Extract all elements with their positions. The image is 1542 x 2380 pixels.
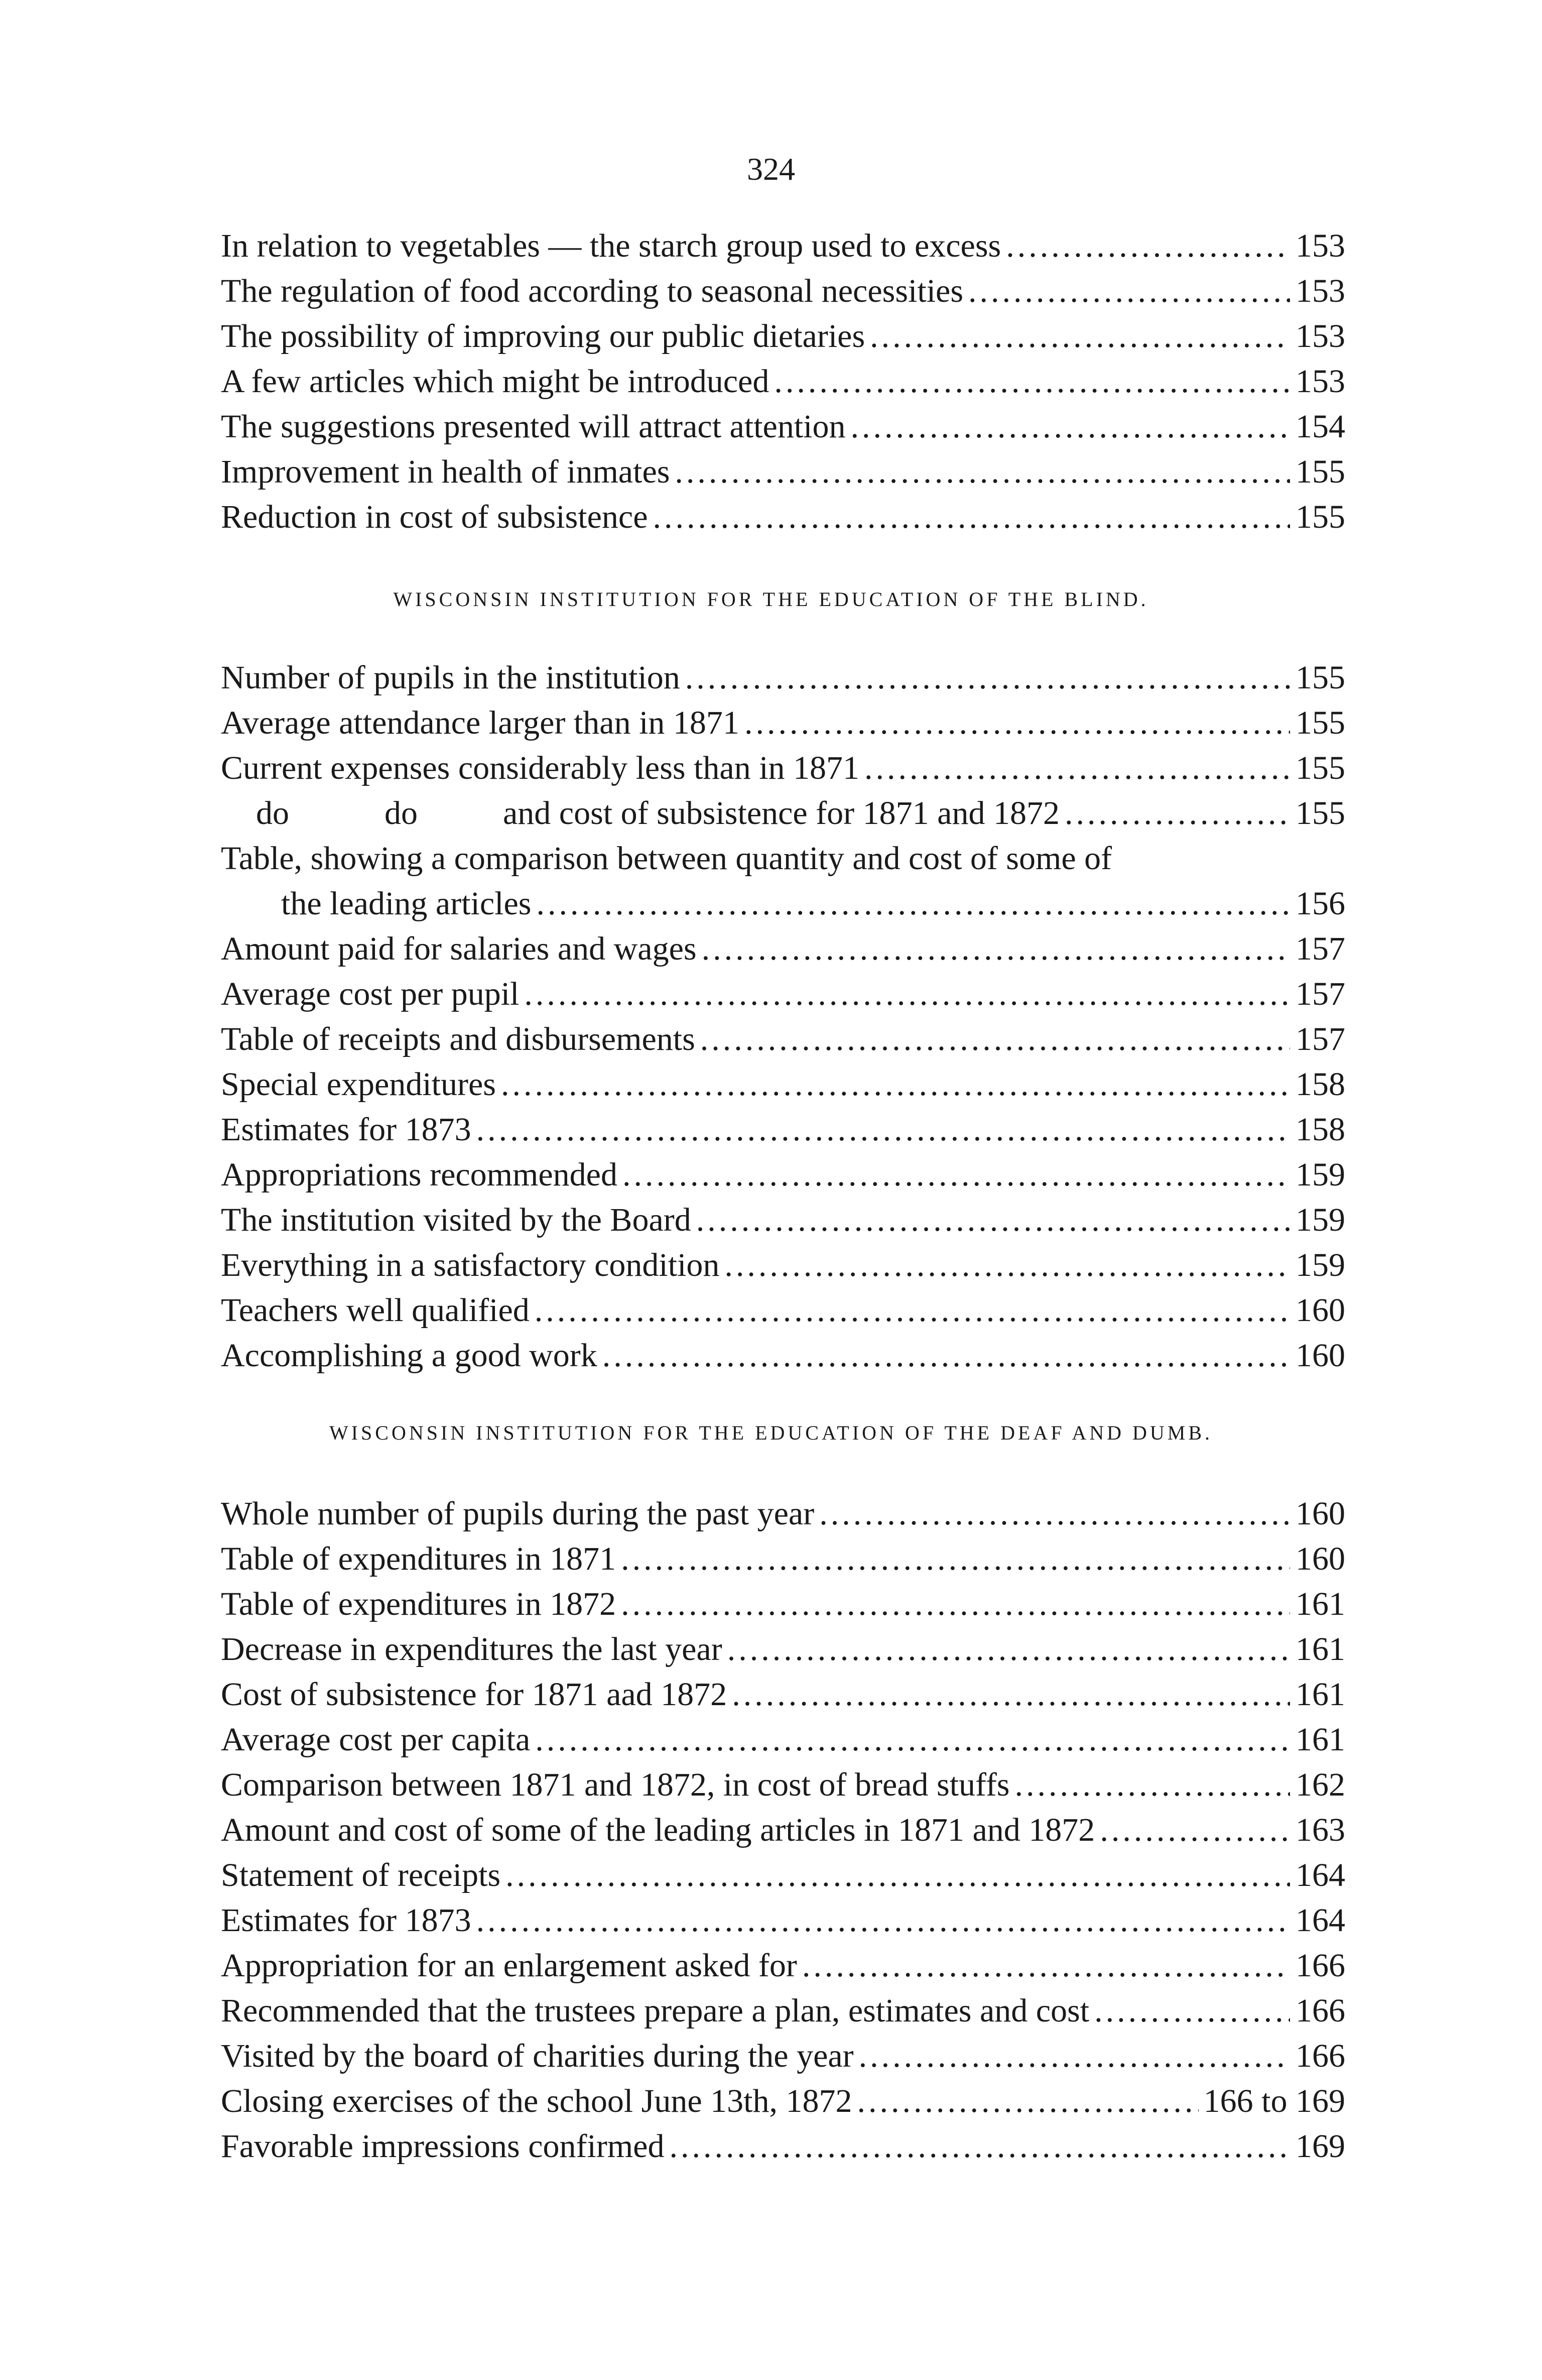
entry-page: 164 <box>1296 1857 1345 1893</box>
entry-text: Special expenditures <box>221 1066 496 1103</box>
toc-entry <box>221 359 1345 404</box>
entry-page: 153 <box>1296 318 1345 354</box>
entry-text: A few articles which might be introduced <box>221 363 769 400</box>
entry-text: Appropriations recommended <box>221 1156 617 1193</box>
toc-entry <box>221 1717 1345 1762</box>
toc-entry <box>221 746 1345 791</box>
entry-text: Cost of subsistence for 1871 aad 1872 <box>221 1676 727 1713</box>
entry-page: 166 to 169 <box>1203 2083 1345 2119</box>
entry-text: Estimates for 1873 <box>221 1902 471 1939</box>
entry-page: 156 <box>1296 885 1345 922</box>
toc-entry <box>221 1808 1345 1853</box>
entry-text: Whole number of pupils during the past year <box>221 1495 815 1532</box>
toc-entry-ditto <box>221 791 1345 836</box>
entry-page: 162 <box>1296 1766 1345 1803</box>
entry-page: 158 <box>1296 1111 1345 1148</box>
entry-text: Amount paid for salaries and wages <box>221 930 697 967</box>
toc-entry <box>221 495 1345 540</box>
entry-text: Improvement in health of inmates <box>221 453 670 490</box>
entry-page: 155 <box>1296 659 1345 696</box>
toc-entry <box>221 1491 1345 1536</box>
intro-entries <box>221 223 1345 540</box>
toc-entry <box>221 1152 1345 1198</box>
toc-entry <box>221 1943 1345 1988</box>
entry-page: 160 <box>1296 1337 1345 1374</box>
entry-page: 155 <box>1296 704 1345 741</box>
entry-page: 157 <box>1296 1021 1345 1057</box>
deaf-section-heading: WISCONSIN INSTITUTION FOR THE EDUCATION OF THE DEAF AND DUMB. <box>329 1421 1213 1444</box>
ditto-2: do <box>384 795 418 831</box>
toc-entry <box>221 1582 1345 1627</box>
toc-entry <box>221 1672 1345 1717</box>
entry-page: 153 <box>1296 227 1345 264</box>
entry-page: 159 <box>1296 1247 1345 1283</box>
toc-entry <box>221 269 1345 314</box>
entry-text: Current expenses considerably less than in 1871 <box>221 750 860 786</box>
entry-text: Favorable impressions confirmed <box>221 2128 665 2165</box>
toc-entry <box>221 1898 1345 1943</box>
toc-entry <box>221 1853 1345 1898</box>
entry-text: Estimates for 1873 <box>221 1111 471 1148</box>
toc-entry <box>221 1988 1345 2034</box>
entry-text: Everything in a satisfactory condition <box>221 1247 720 1283</box>
blind-section-heading: WISCONSIN INSTITUTION FOR THE EDUCATION OF THE BLIND. <box>393 588 1149 611</box>
entry-page: 161 <box>1296 1721 1345 1758</box>
entry-page: 155 <box>1296 750 1345 786</box>
entry-page: 169 <box>1296 2128 1345 2165</box>
toc-entry <box>221 1198 1345 1243</box>
entry-text: Closing exercises of the school June 13th, 1872 <box>221 2083 852 2119</box>
toc-entry <box>221 404 1345 449</box>
entry-page: 157 <box>1296 930 1345 967</box>
entry-page: 160 <box>1296 1495 1345 1532</box>
entry-text: The suggestions presented will attract attention <box>221 408 846 445</box>
entry-text: The institution visited by the Board <box>221 1202 691 1238</box>
entry-page: 159 <box>1296 1202 1345 1238</box>
entry-page: 166 <box>1296 1992 1345 2029</box>
blind-section-entries <box>221 655 1345 1378</box>
entry-page: 160 <box>1296 1540 1345 1577</box>
deaf-section-entries <box>221 1491 1345 2169</box>
ditto-1: do <box>256 795 289 831</box>
toc-entry <box>221 1243 1345 1288</box>
entry-text: The possibility of improving our public dietaries <box>221 318 865 354</box>
toc-entry <box>221 881 1345 926</box>
entry-page: 160 <box>1296 1292 1345 1329</box>
toc-entry <box>221 314 1345 359</box>
toc-entry <box>221 655 1345 700</box>
entry-text: Amount and cost of some of the leading articles in 1871 and 1872 <box>221 1812 1095 1848</box>
entry-page: 166 <box>1296 2038 1345 2074</box>
entry-page: 161 <box>1296 1631 1345 1668</box>
toc-entry <box>221 1627 1345 1672</box>
toc-entry <box>221 1333 1345 1378</box>
entry-text: Table of receipts and disbursements <box>221 1021 695 1057</box>
entry-page: 155 <box>1296 499 1345 535</box>
toc-entry <box>221 700 1345 746</box>
toc-entry <box>221 1062 1345 1107</box>
entry-page: 159 <box>1296 1156 1345 1193</box>
entry-text: and cost of subsistence for 1871 and 1872 <box>503 795 1060 831</box>
entry-text: In relation to vegetables — the starch group used to excess <box>221 227 1001 264</box>
entry-text: Recommended that the trustees prepare a plan, estimates and cost <box>221 1992 1090 2029</box>
entry-text: Table of expenditures in 1871 <box>221 1540 616 1577</box>
entry-page: 166 <box>1296 1947 1345 1984</box>
entry-text: Teachers well qualified <box>221 1292 530 1329</box>
toc-entry <box>221 1017 1345 1062</box>
entry-page: 161 <box>1296 1676 1345 1713</box>
entry-page: 161 <box>1296 1586 1345 1622</box>
entry-text: Reduction in cost of subsistence <box>221 499 648 535</box>
toc-entry <box>221 2034 1345 2079</box>
toc-entry <box>221 926 1345 972</box>
entry-text: Average attendance larger than in 1871 <box>221 704 739 741</box>
entry-text: Accomplishing a good work <box>221 1337 597 1374</box>
entry-page: 155 <box>1296 795 1345 831</box>
entry-text: Statement of receipts <box>221 1857 501 1893</box>
entry-text: Average cost per pupil <box>221 976 520 1012</box>
toc-entry <box>221 223 1345 269</box>
toc-entry <box>221 1762 1345 1808</box>
toc-entry <box>221 449 1345 495</box>
entry-page: 155 <box>1296 453 1345 490</box>
toc-entry <box>221 1536 1345 1582</box>
toc-entry <box>221 2124 1345 2169</box>
entry-page: 153 <box>1296 273 1345 309</box>
entry-page: 157 <box>1296 976 1345 1012</box>
entry-text: Number of pupils in the institution <box>221 659 680 696</box>
entry-page: 154 <box>1296 408 1345 445</box>
entry-text: Comparison between 1871 and 1872, in cost of bread stuffs <box>221 1766 1010 1803</box>
toc-entry <box>221 2079 1345 2124</box>
entry-text: Appropriation for an enlargement asked for <box>221 1947 797 1984</box>
entry-text-line2: the leading articles <box>281 885 532 922</box>
entry-text: Visited by the board of charities during the year <box>221 2038 854 2074</box>
entry-page: 153 <box>1296 363 1345 400</box>
page-number: 324 <box>747 151 795 187</box>
entry-text: Decrease in expenditures the last year <box>221 1631 722 1668</box>
entry-page: 164 <box>1296 1902 1345 1939</box>
entry-page: 163 <box>1296 1812 1345 1848</box>
toc-entry <box>221 1288 1345 1333</box>
entry-text-line1: Table, showing a comparison between quantity and cost of some of <box>221 840 1112 877</box>
toc-entry <box>221 972 1345 1017</box>
entry-text: The regulation of food according to seasonal necessities <box>221 273 964 309</box>
entry-text: Table of expenditures in 1872 <box>221 1586 616 1622</box>
entry-page: 158 <box>1296 1066 1345 1103</box>
toc-entry <box>221 1107 1345 1152</box>
entry-text: Average cost per capita <box>221 1721 531 1758</box>
